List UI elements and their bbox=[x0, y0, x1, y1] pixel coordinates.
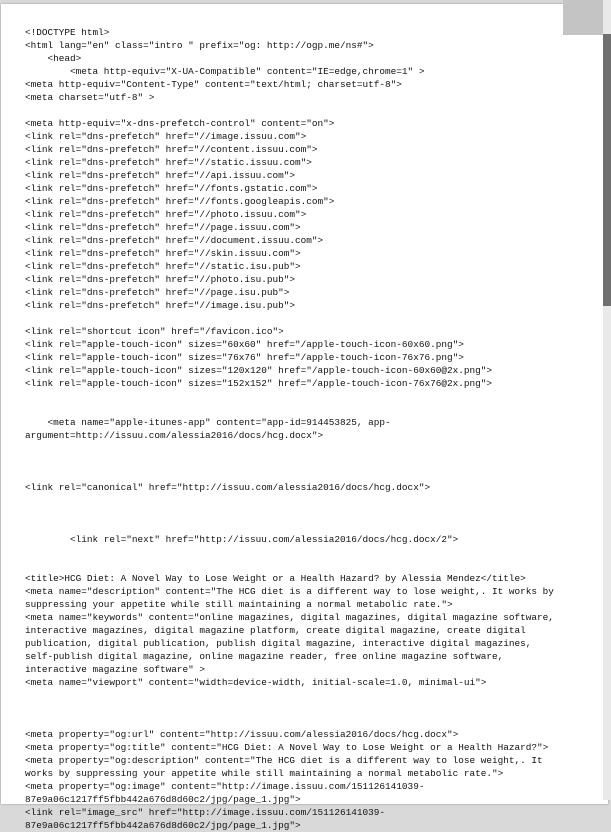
code-line: interactive magazine software" > bbox=[25, 664, 206, 675]
code-line: <meta http-equiv="X-UA-Compatible" content="IE=edge,chrome=1" > bbox=[25, 66, 425, 77]
code-line: <link rel="dns-prefetch" href="//api.issuu.com"> bbox=[25, 170, 296, 181]
code-line: <link rel="apple-touch-icon" sizes="76x76" href="/apple-touch-icon-76x76.png"> bbox=[25, 352, 464, 363]
code-line: <link rel="canonical" href="http://issuu.com/alessia2016/docs/hcg.docx"> bbox=[25, 482, 431, 493]
code-line: <link rel="dns-prefetch" href="//image.issuu.com"> bbox=[25, 131, 307, 142]
code-line: <link rel="dns-prefetch" href="//content.issuu.com"> bbox=[25, 144, 318, 155]
code-line: 87e9a06c1217ff5fbb442a676d8d60c2/jpg/page_1.jpg"> bbox=[25, 820, 301, 831]
code-line: <link rel="dns-prefetch" href="//document.issuu.com"> bbox=[25, 235, 324, 246]
code-line bbox=[25, 494, 585, 507]
code-line: <meta property="og:image" content="http://image.issuu.com/151126141039- bbox=[25, 781, 425, 792]
code-line: 87e9a06c1217ff5fbb442a676d8d60c2/jpg/page_1.jpg"> bbox=[25, 794, 301, 805]
code-line: <link rel="apple-touch-icon" sizes="152x152" href="/apple-touch-icon-76x76@2x.png"> bbox=[25, 378, 492, 389]
code-line bbox=[25, 455, 585, 468]
code-line: publication, digital publication, publish digital magazine, interactive digital magazines, bbox=[25, 638, 532, 649]
code-line bbox=[25, 546, 585, 559]
code-line bbox=[25, 390, 585, 403]
code-line: <meta name="viewport" content="width=device-width, initial-scale=1.0, minimal-ui"> bbox=[25, 677, 487, 688]
code-line: <link rel="apple-touch-icon" sizes="120x120" href="/apple-touch-icon-60x60@2x.png"> bbox=[25, 365, 492, 376]
code-line: <title>HCG Diet: A Novel Way to Lose Weight or a Health Hazard? by Alessia Mendez</title> bbox=[25, 573, 526, 584]
code-line bbox=[25, 559, 585, 572]
code-line: argument=http://issuu.com/alessia2016/docs/hcg.docx"> bbox=[25, 430, 324, 441]
code-line: <link rel="apple-touch-icon" sizes="60x60" href="/apple-touch-icon-60x60.png"> bbox=[25, 339, 464, 350]
source-code-text bbox=[25, 26, 585, 832]
code-line bbox=[25, 312, 585, 325]
code-line: <meta http-equiv="Content-Type" content="text/html; charset=utf-8"> bbox=[25, 79, 402, 90]
code-line: <meta name="description" content="The HCG diet is a different way to lose weight,. It works by bbox=[25, 586, 554, 597]
code-line: <link rel="image_src" href="http://image.issuu.com/151126141039- bbox=[25, 807, 386, 818]
code-line: <meta charset="utf-8" > bbox=[25, 92, 155, 103]
code-line: <link rel="dns-prefetch" href="//static.issuu.com"> bbox=[25, 157, 312, 168]
code-line bbox=[25, 468, 585, 481]
code-line bbox=[25, 403, 585, 416]
document-page bbox=[1, 4, 608, 831]
code-line: <link rel="dns-prefetch" href="//fonts.gstatic.com"> bbox=[25, 183, 318, 194]
code-line: <link rel="dns-prefetch" href="//fonts.googleapis.com"> bbox=[25, 196, 335, 207]
code-line: <!DOCTYPE html> bbox=[25, 27, 110, 38]
code-line: <link rel="dns-prefetch" href="//static.isu.pub"> bbox=[25, 261, 301, 272]
code-line: works by suppressing your appetite while still maintaining a normal metabolic rate."> bbox=[25, 768, 504, 779]
code-line bbox=[25, 104, 585, 117]
code-line: <meta property="og:url" content="http://issuu.com/alessia2016/docs/hcg.docx"> bbox=[25, 729, 459, 740]
code-line bbox=[25, 715, 585, 728]
code-line: suppressing your appetite while still maintaining a normal metabolic rate."> bbox=[25, 599, 453, 610]
code-line: interactive magazines, digital magazine platform, create digital magazine, create digital bbox=[25, 625, 526, 636]
code-line: <meta http-equiv="x-dns-prefetch-control" content="on"> bbox=[25, 118, 335, 129]
code-line bbox=[25, 520, 585, 533]
code-line: <meta name="keywords" content="online magazines, digital magazines, digital magazine software, bbox=[25, 612, 554, 623]
code-line bbox=[25, 442, 585, 455]
code-line: <link rel="next" href="http://issuu.com/alessia2016/docs/hcg.docx/2"> bbox=[25, 534, 459, 545]
code-line: <link rel="dns-prefetch" href="//skin.issuu.com"> bbox=[25, 248, 301, 259]
code-line: <html lang="en" class="intro " prefix="og: http://ogp.me/ns#"> bbox=[25, 40, 374, 51]
code-line: <meta property="og:title" content="HCG Diet: A Novel Way to Lose Weight or a Health Hazard?"> bbox=[25, 742, 549, 753]
code-line: <link rel="shortcut icon" href="/favicon.ico"> bbox=[25, 326, 284, 337]
code-line: <link rel="dns-prefetch" href="//page.isu.pub"> bbox=[25, 287, 290, 298]
code-line: <link rel="dns-prefetch" href="//image.isu.pub"> bbox=[25, 300, 296, 311]
code-line: <head> bbox=[25, 53, 82, 64]
code-line bbox=[25, 689, 585, 702]
vertical-scrollbar-thumb[interactable] bbox=[603, 34, 611, 306]
code-line: <link rel="dns-prefetch" href="//photo.issuu.com"> bbox=[25, 209, 307, 220]
code-line: <link rel="dns-prefetch" href="//page.issuu.com"> bbox=[25, 222, 301, 233]
code-line bbox=[25, 507, 585, 520]
code-line: <meta property="og:description" content="The HCG diet is a different way to lose weight,. It bbox=[25, 755, 543, 766]
code-line: <meta name="apple-itunes-app" content="app-id=914453825, app- bbox=[25, 417, 391, 428]
page-corner-fold bbox=[563, 0, 604, 35]
code-line bbox=[25, 702, 585, 715]
code-line: <link rel="dns-prefetch" href="//photo.isu.pub"> bbox=[25, 274, 296, 285]
code-line: self-publish digital magazine, online magazine reader, free online magazine software, bbox=[25, 651, 504, 662]
